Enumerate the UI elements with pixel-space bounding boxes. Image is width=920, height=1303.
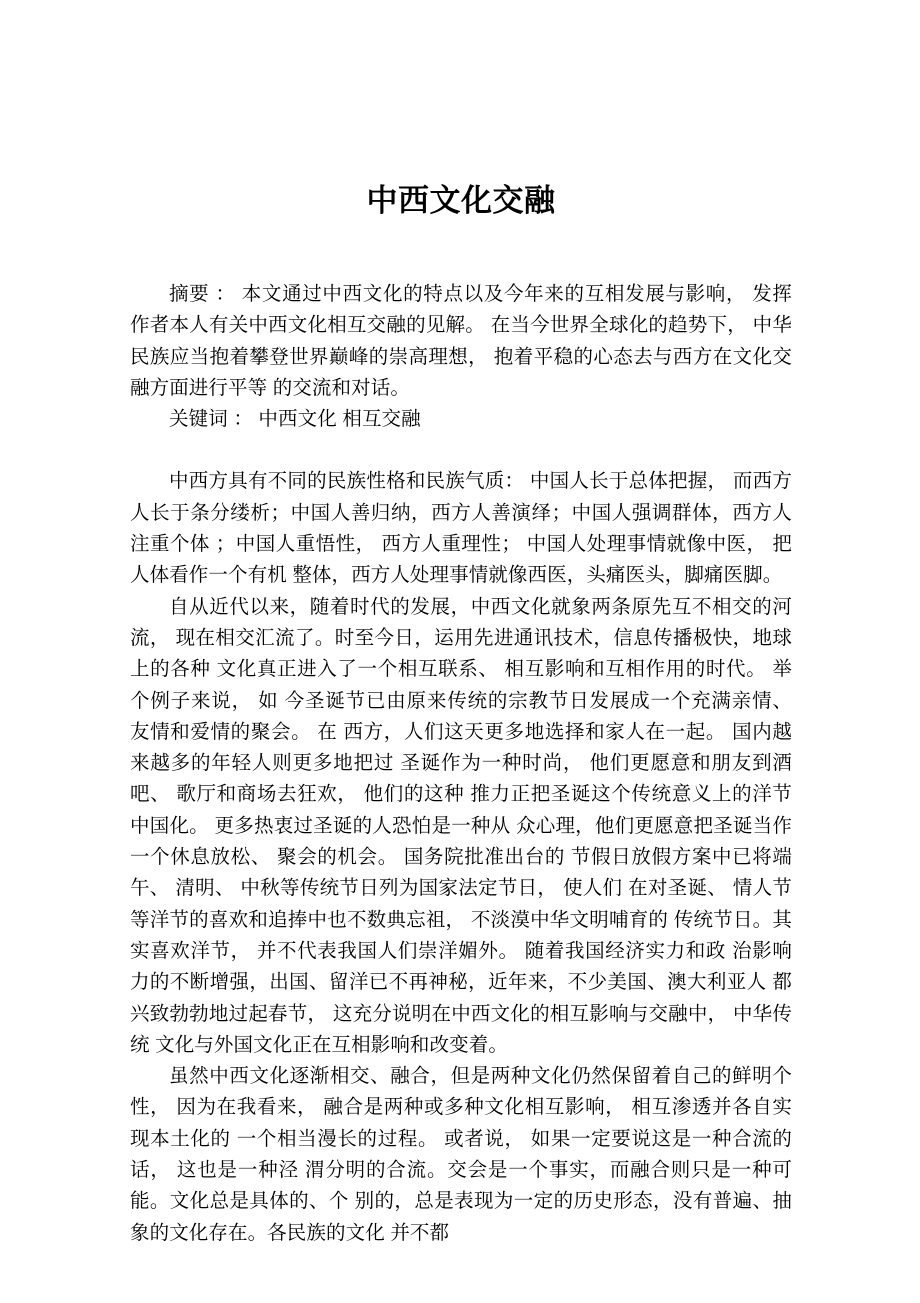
body-paragraph-1: 中西方具有不同的民族性格和民族气质： 中国人长于总体把握， 而西方人长于条分缕析；中国人善归纳，西方人善演绎；中国人强调群体，西方人注重个体 ；中国人重悟性， 西方人重理性； 中国人处理事情就像中医， 把人体看作一个有机 整体，西方人处理事情就像西医，头痛医头，脚痛医脚。	[130, 470, 792, 587]
document-body	[130, 0, 792, 1249]
body-paragraph-2: 自从近代以来，随着时代的发展，中西文化就象两条原先互不相交的河流， 现在相交汇流了。时至今日，运用先进通讯技术，信息传播极快，地球上的各种 文化真正进入了一个相互联系、 相互影响和互相作用的时代。 举个例子来说， 如 今圣诞节已由原来传统的宗教节日发展成一个充满亲情、 友情和爱情的聚会。 在 西方，人们这天更多地选择和家人在一起。 国内越来越多的年轻人则更多地把过 圣诞作为一种时尚， 他们更愿意和朋友到酒吧、 歌厅和商场去狂欢， 他们的这种 推力正把圣诞这个传统意义上的洋节中国化。 更多热衷过圣诞的人恐怕是一种从 众心理，他们更愿意把圣诞当作一个休息放松、 聚会的机会。 国务院批准出台的 节假日放假方案中已将端午、 清明、 中秋等传统节日列为国家法定节日， 使人们 在对圣诞、 情人节等洋节的喜欢和追捧中也不数典忘祖， 不淡漠中华文明哺育的 传统节日。其实喜欢洋节， 并不代表我国人们崇洋媚外。 随着我国经济实力和政 治影响力的不断增强，出国、留洋已不再神秘，近年来，不少美国、澳大利亚人 都兴致勃勃地过起春节， 这充分说明在中西文化的相互影响与交融中， 中华传统 文化与外国文化正在互相影响和改变着。	[130, 595, 792, 1056]
section-gap	[130, 435, 792, 466]
page-title: 中西文化交融	[366, 183, 556, 218]
abstract-paragraph: 摘要 ： 本文通过中西文化的特点以及今年来的互相发展与影响， 发挥作者本人有关中西文化相互交融的见解。 在当今世界全球化的趋势下， 中华民族应当抱着攀登世界巅峰的崇高理想， 抱着平稳的心态去与西方在文化交融方面进行平等 的交流和对话。	[130, 283, 792, 399]
keywords-line: 关键词 ： 中西文化 相互交融	[169, 408, 421, 431]
title-spacer	[130, 216, 792, 279]
body-paragraph-3: 虽然中西文化逐渐相交、融合，但是两种文化仍然保留着自己的鲜明个性， 因为在我看来， 融合是两种或多种文化相互影响， 相互渗透并各自实现本土化的 一个相当漫长的过程。 或者说， 如果一定要说这是一种合流的话， 这也是一种泾 渭分明的合流。交会是一个事实，而融合则只是一种可能。文化总是具体的、个 别的，总是表现为一定的历史形态，没有普遍、抽象的文化存在。各民族的文化 并不都	[130, 1065, 792, 1244]
